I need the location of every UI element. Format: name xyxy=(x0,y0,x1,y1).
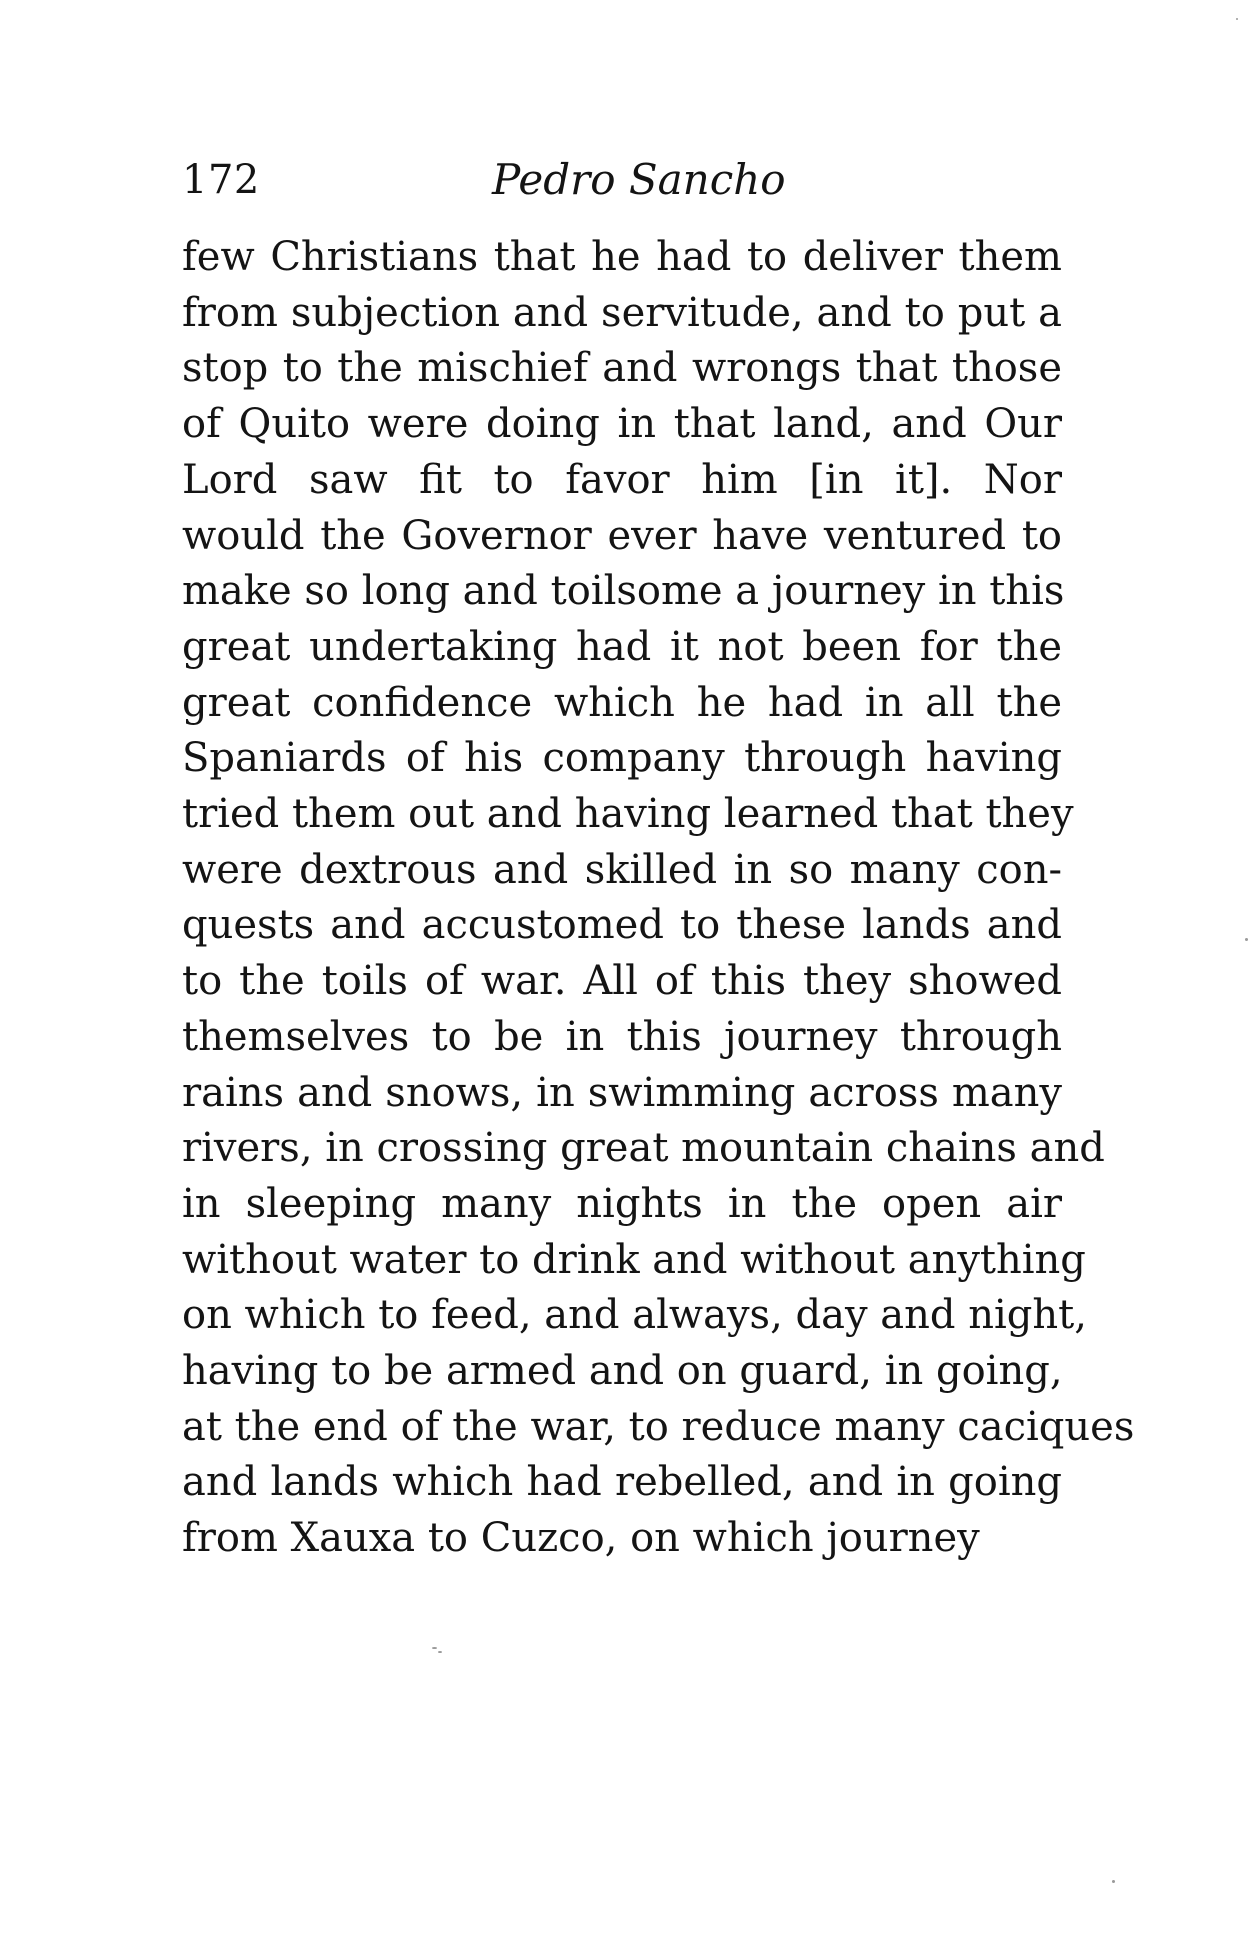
page-number: 172 xyxy=(182,157,260,203)
text-line: would the Governor ever have ventured to xyxy=(182,512,1062,559)
scan-speck xyxy=(432,1647,437,1649)
text-line: tried them out and having learned that they xyxy=(182,791,1074,838)
text-line: Lord saw fit to favor him [in it]. Nor xyxy=(182,456,1062,503)
text-line: few Christians that he had to deliver them xyxy=(182,234,1062,280)
scan-speck xyxy=(1245,938,1248,941)
text-line: in sleeping many nights in the open air xyxy=(182,1180,1062,1227)
running-title: Pedro Sancho xyxy=(492,155,786,204)
text-line: themselves to be in this journey through xyxy=(182,1013,1062,1060)
scan-speck xyxy=(1112,1880,1115,1883)
text-line: without water to drink and without anything xyxy=(182,1236,1086,1283)
page-header xyxy=(182,150,1062,210)
text-line: from subjection and servitude, and to put a xyxy=(182,289,1062,336)
text-line: rivers, in crossing great mountain chains and xyxy=(182,1125,1105,1172)
text-line: on which to feed, and always, day and night, xyxy=(182,1292,1087,1339)
body-paragraph xyxy=(182,230,1135,1567)
text-line: great undertaking had it not been for the xyxy=(182,623,1062,670)
text-line: and lands which had rebelled, and in going xyxy=(182,1459,1062,1506)
text-line: rains and snows, in swimming across many xyxy=(182,1069,1062,1116)
text-line: at the end of the war, to reduce many caciques xyxy=(182,1403,1135,1450)
text-line: quests and accustomed to these lands and xyxy=(182,902,1062,949)
scan-speck xyxy=(1236,18,1238,20)
text-line: great confidence which he had in all the xyxy=(182,679,1062,726)
text-line: of Quito were doing in that land, and Our xyxy=(182,401,1062,448)
scan-speck xyxy=(438,1651,442,1653)
text-line: make so long and toilsome a journey in this xyxy=(182,568,1065,615)
text-line: were dextrous and skilled in so many con- xyxy=(182,846,1062,893)
text-line: to the toils of war. All of this they showed xyxy=(182,958,1062,1005)
text-line: from Xauxa to Cuzco, on which journey xyxy=(182,1515,980,1562)
text-line: having to be armed and on guard, in going, xyxy=(182,1348,1063,1395)
text-line: Spaniards of his company through having xyxy=(182,735,1062,782)
text-line: stop to the mischief and wrongs that those xyxy=(182,345,1062,392)
